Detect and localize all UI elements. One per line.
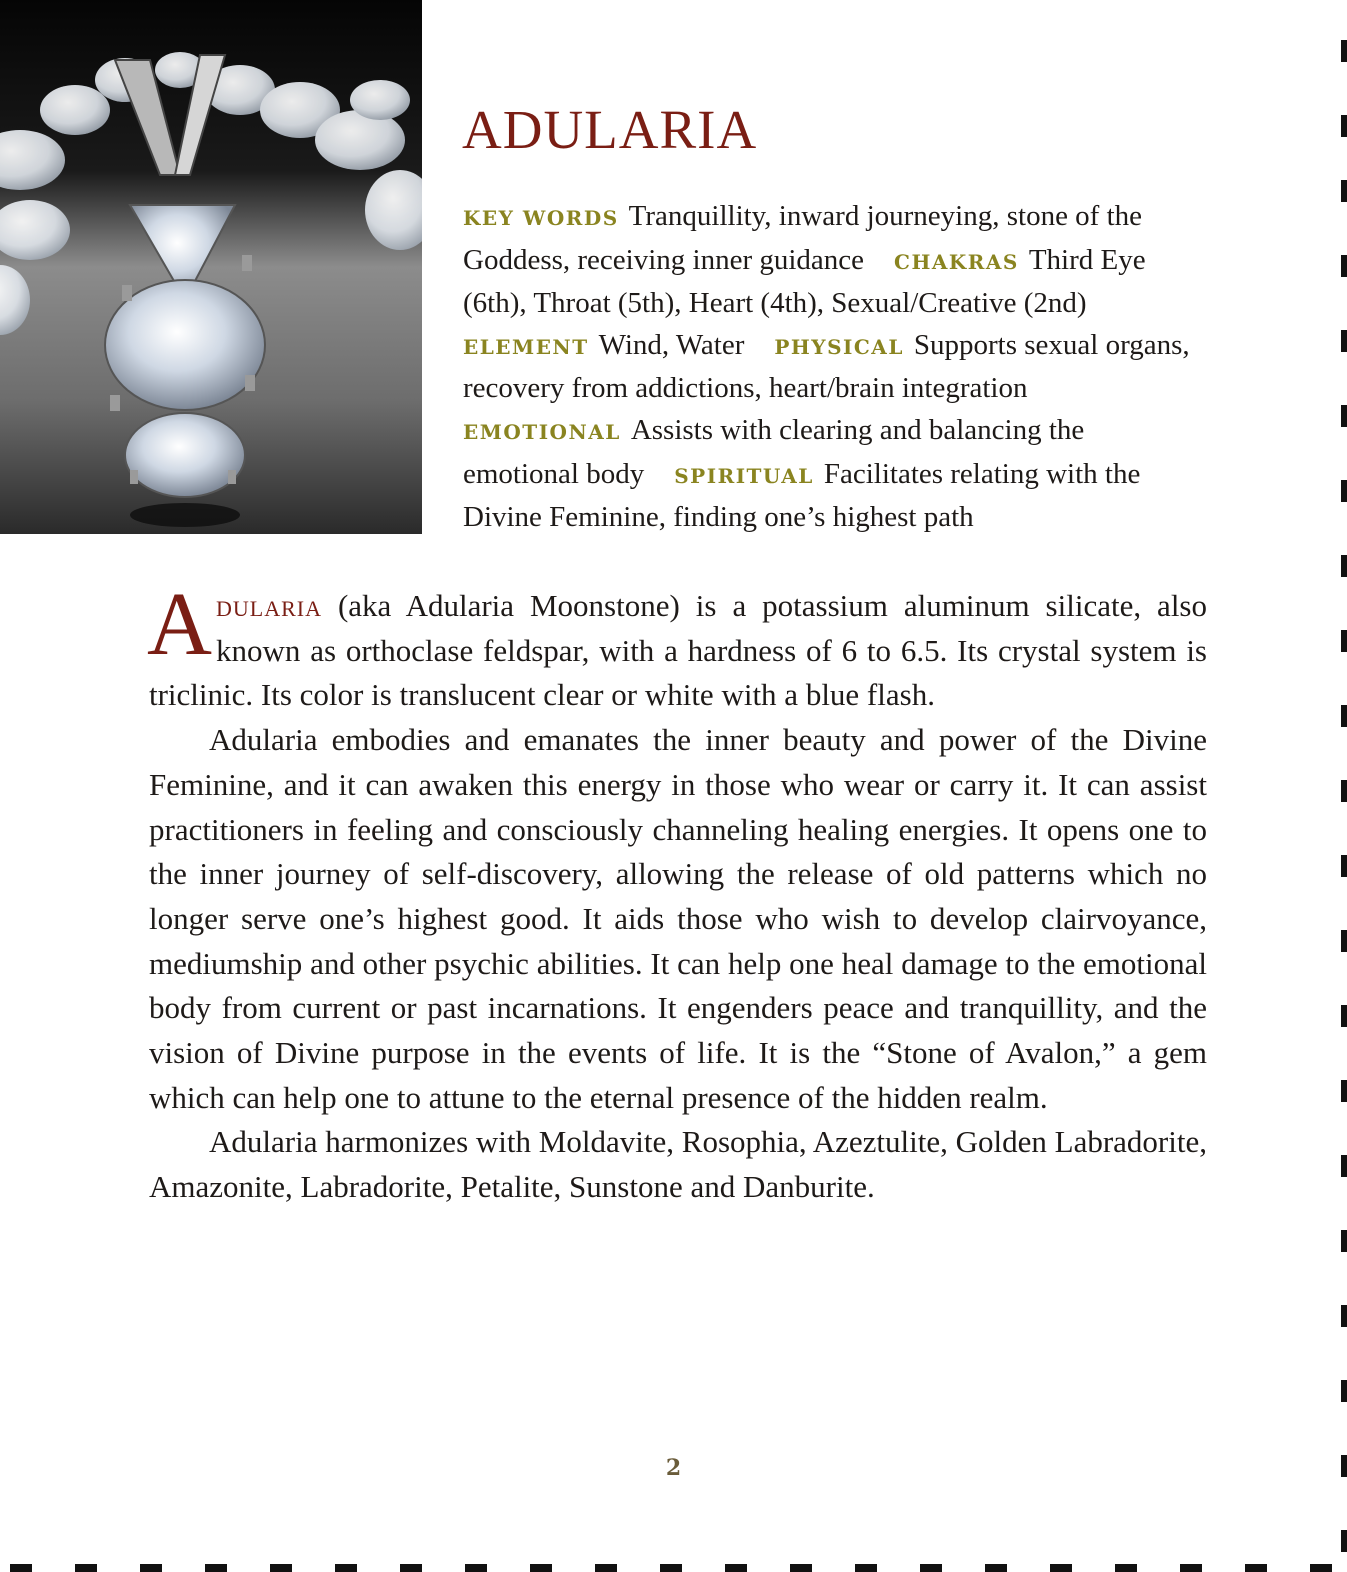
key-properties [463, 196, 1203, 539]
key-words-label: KEY WORDS [463, 206, 619, 230]
adularia-pendant-photo [0, 0, 422, 534]
element-value: Wind, Water [598, 328, 745, 361]
page-number: 2 [665, 1455, 682, 1481]
drop-cap: A [147, 575, 212, 674]
paragraph-1-text: (aka Adularia Moonstone) is a potassium aluminum silicate, also known as orthoclase feldspar, with a hardness of 6 to 6.5. Its crystal system is triclinic. Its color is translucent clear or white with a blue flash. [149, 588, 1207, 713]
emotional-label: EMOTIONAL [463, 419, 621, 444]
chakras-value: Third Eye (6th), Throat (5th), Heart (4th), Sexual/Creative (2nd) [463, 243, 1146, 320]
spiritual-label: SPIRITUAL [674, 463, 814, 488]
physical-label: PHYSICAL [774, 334, 904, 359]
body-text [147, 575, 1207, 1210]
key-words-value: Tranquillity, inward journeying, stone of the Goddess, receiving inner guidance [463, 200, 1143, 276]
element-label: ELEMENT [463, 334, 589, 359]
emotional-value: Assists with clearing and balancing the emotional body [463, 413, 1085, 490]
chakras-label: CHAKRAS [894, 249, 1019, 274]
spiritual-value: Facilitates relating with the Divine Feminine, finding one’s highest path [463, 457, 1141, 534]
lead-in-smallcaps: dularia [216, 588, 322, 623]
page-title: ADULARIA [462, 99, 758, 160]
paragraph-2: Adularia embodies and emanates the inner beauty and power of the Divine Feminine, and it can awaken this energy in those who wear or carry it. It can assist practitioners in feeling and consciously channeling healing energies. It opens one to the inner journey of self-discovery, allowing the release of old patterns which no longer serve one’s highest good. It aids those who wish to develop clairvoyance, mediumship and other psychic abilities. It can help one heal damage to the emotional body from current or past incarnations. It engenders peace and tranquillity, and the vision of Divine purpose in the events of life. It is the “Stone of Avalon,” a gem which can help one to attune to the eternal presence of the hidden realm. [149, 722, 1207, 1115]
bottom-edge-marks [0, 1564, 1347, 1572]
right-edge-marks [1341, 0, 1347, 1572]
paragraph-1 [147, 575, 1207, 718]
paragraph-3: Adularia harmonizes with Moldavite, Rosophia, Azeztulite, Golden Labradorite, Amazonite, Labradorite, Petalite, Sunstone and Danburite. [149, 1124, 1207, 1205]
physical-value: Supports sexual organs, recovery from addictions, heart/brain integration [463, 328, 1190, 405]
